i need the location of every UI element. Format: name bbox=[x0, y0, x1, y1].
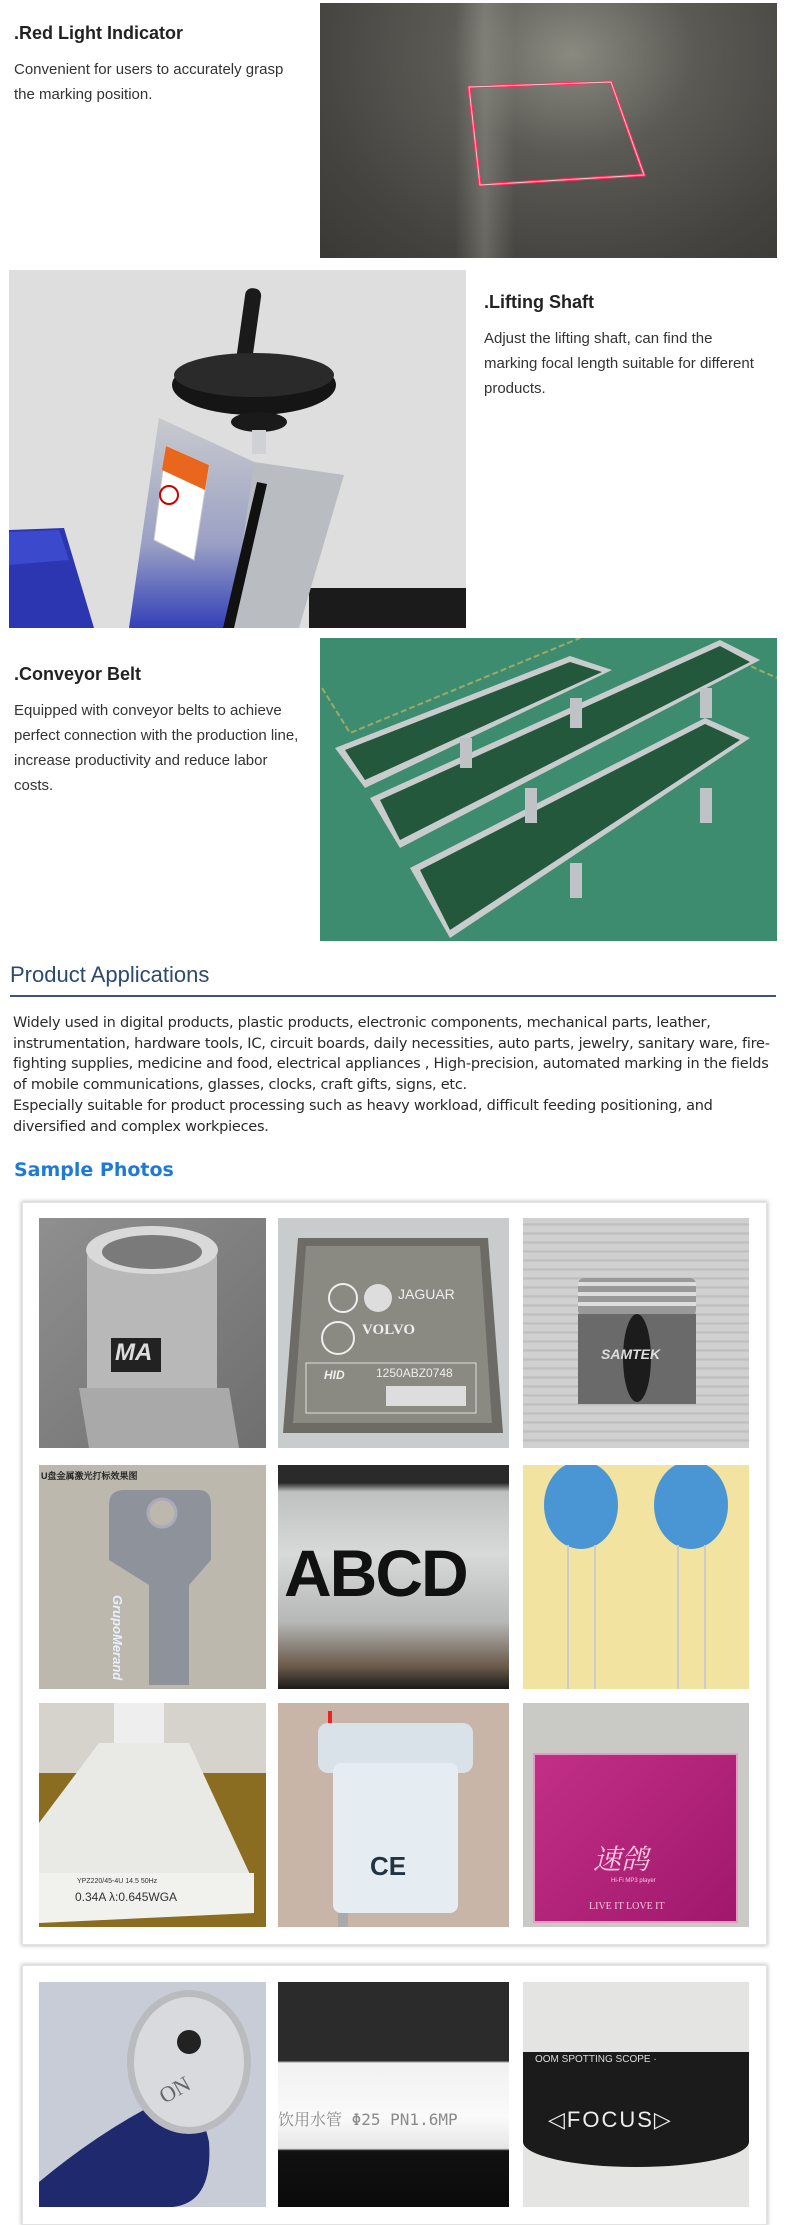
sample-photo-faucet-handle bbox=[39, 1982, 266, 2207]
sample-photo-label: ◁FOCUS▷ bbox=[548, 2107, 673, 2132]
sample-photo-car-logo-plate bbox=[278, 1218, 509, 1448]
conveyor-belt-image bbox=[320, 638, 777, 941]
laser-square-icon bbox=[320, 3, 777, 258]
section-divider bbox=[10, 995, 776, 997]
sample-photo-mp3-box bbox=[523, 1703, 749, 1927]
sample-photo-label: OOM SPOTTING SCOPE · bbox=[535, 2054, 657, 2065]
sample-photo-label: Hi-Fi MP3 player bbox=[611, 1878, 656, 1884]
sample-photo-label: LIVE IT LOVE IT bbox=[589, 1901, 665, 1912]
sample-photo-steel-fitting bbox=[39, 1218, 266, 1448]
section-title: Product Applications bbox=[10, 962, 210, 987]
sample-photo-label: ABCD bbox=[284, 1536, 467, 1610]
sample-photo-label: ON bbox=[154, 2070, 195, 2109]
sample-photo-plastic-socket bbox=[278, 1703, 509, 1927]
sample-photo-label: YPZ220/45-4U 14.5 50Hz bbox=[77, 1878, 158, 1885]
sample-photo-label: MA bbox=[115, 1339, 153, 1366]
sample-photo-usb-key bbox=[39, 1465, 266, 1689]
sample-photo-label: HID bbox=[324, 1368, 345, 1382]
feature-title: .Lifting Shaft bbox=[484, 292, 594, 312]
sample-photo-chrome-cap bbox=[523, 1218, 749, 1448]
feature-description: Adjust the lifting shaft, can find the marking focal length suitable for different products. bbox=[484, 330, 754, 397]
sample-photo-label: CE bbox=[370, 1851, 407, 1881]
feature-description: Equipped with conveyor belts to achieve perfect connection with the production line, increase productivity and reduce labor costs. bbox=[14, 702, 299, 794]
feature-title: .Conveyor Belt bbox=[14, 664, 142, 684]
sample-photo-led-bulb bbox=[39, 1703, 266, 1927]
applications-paragraph: Especially suitable for product processing such as heavy workload, difficult feeding positioning, and diversified and complex workpieces. bbox=[13, 1097, 713, 1135]
sample-photo-label: JAGUAR bbox=[398, 1286, 455, 1302]
applications-text bbox=[13, 1013, 783, 1137]
sample-photo-capacitors bbox=[523, 1465, 749, 1689]
sample-photo-label: U盘金属激光打标效果图 bbox=[41, 1471, 138, 1481]
feature-title: .Red Light Indicator bbox=[14, 23, 183, 43]
sample-photos-title: Sample Photos bbox=[14, 1159, 174, 1181]
sample-photo-label: 0.34A λ:0.645WGA bbox=[75, 1890, 178, 1904]
lifting-shaft-image bbox=[9, 270, 466, 628]
feature-description: Convenient for users to accurately grasp the marking position. bbox=[14, 61, 284, 103]
sample-photo-aluminum-abcd bbox=[278, 1465, 509, 1689]
sample-photo-pvc-pipe bbox=[278, 1982, 509, 2207]
sample-photo-label: VOLVO bbox=[362, 1322, 416, 1338]
applications-paragraph: Widely used in digital products, plastic products, electronic components, mechanical parts, leather, instrumentation, hardware tools, IC, circuit boards, daily necessities, auto parts, jewelry, sanitary ware, fire-fighting supplies, medicine and food, electrical appliances , High-precision, automated marking in the fields of mobile communications, glasses, clocks, craft gifts, signs, etc. bbox=[13, 1015, 770, 1094]
sample-photo-label: 饮用水管 Φ25 PN1.6MP bbox=[278, 2110, 458, 2129]
sample-photo-focus-ring bbox=[523, 1982, 749, 2207]
sample-photo-label: SAMTEK bbox=[601, 1346, 661, 1362]
sample-photo-label: 速鸽 bbox=[593, 1844, 650, 1875]
red-light-image bbox=[320, 3, 777, 258]
sample-photo-label: 1250ABZ0748 bbox=[376, 1366, 453, 1380]
sample-photo-label: GrupoMerand bbox=[110, 1595, 125, 1681]
